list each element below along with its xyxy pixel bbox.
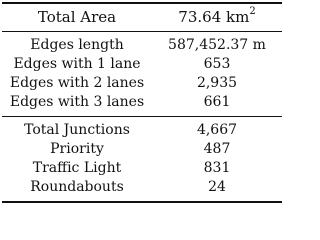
junctions-group <box>2 121 282 197</box>
row-label: Edges with 1 lane <box>13 56 141 72</box>
edges-group <box>2 36 282 112</box>
table-row <box>2 55 282 74</box>
row-value: 487 <box>203 141 231 157</box>
row-value: 661 <box>203 94 231 110</box>
row-label: Roundabouts <box>30 179 124 195</box>
table-row <box>2 74 282 93</box>
table-row <box>2 140 282 159</box>
row-label: Priority <box>50 141 104 157</box>
table-row <box>2 36 282 55</box>
row-label: Edges with 2 lanes <box>9 75 145 91</box>
stats-table <box>2 2 282 203</box>
table-row <box>2 121 282 140</box>
header-value: 73.64 km <box>178 8 250 26</box>
row-value: 4,667 <box>196 122 238 138</box>
table-row <box>2 178 282 197</box>
row-label: Total Junctions <box>24 122 130 138</box>
header-label: Total Area <box>37 8 117 26</box>
table-row <box>2 159 282 178</box>
row-label: Edges with 3 lanes <box>9 94 145 110</box>
row-value: 587,452.37 m <box>168 37 266 53</box>
row-label: Traffic Light <box>32 160 122 176</box>
table-row <box>2 93 282 112</box>
header-row <box>2 4 282 28</box>
row-value: 2,935 <box>196 75 238 91</box>
row-value: 831 <box>203 160 231 176</box>
header-value-cell <box>152 4 282 28</box>
row-label: Edges length <box>30 37 124 53</box>
row-value: 24 <box>208 179 226 195</box>
bottom-rule <box>2 201 282 203</box>
header-unit-superscript: 2 <box>249 6 256 17</box>
row-value: 653 <box>203 56 231 72</box>
